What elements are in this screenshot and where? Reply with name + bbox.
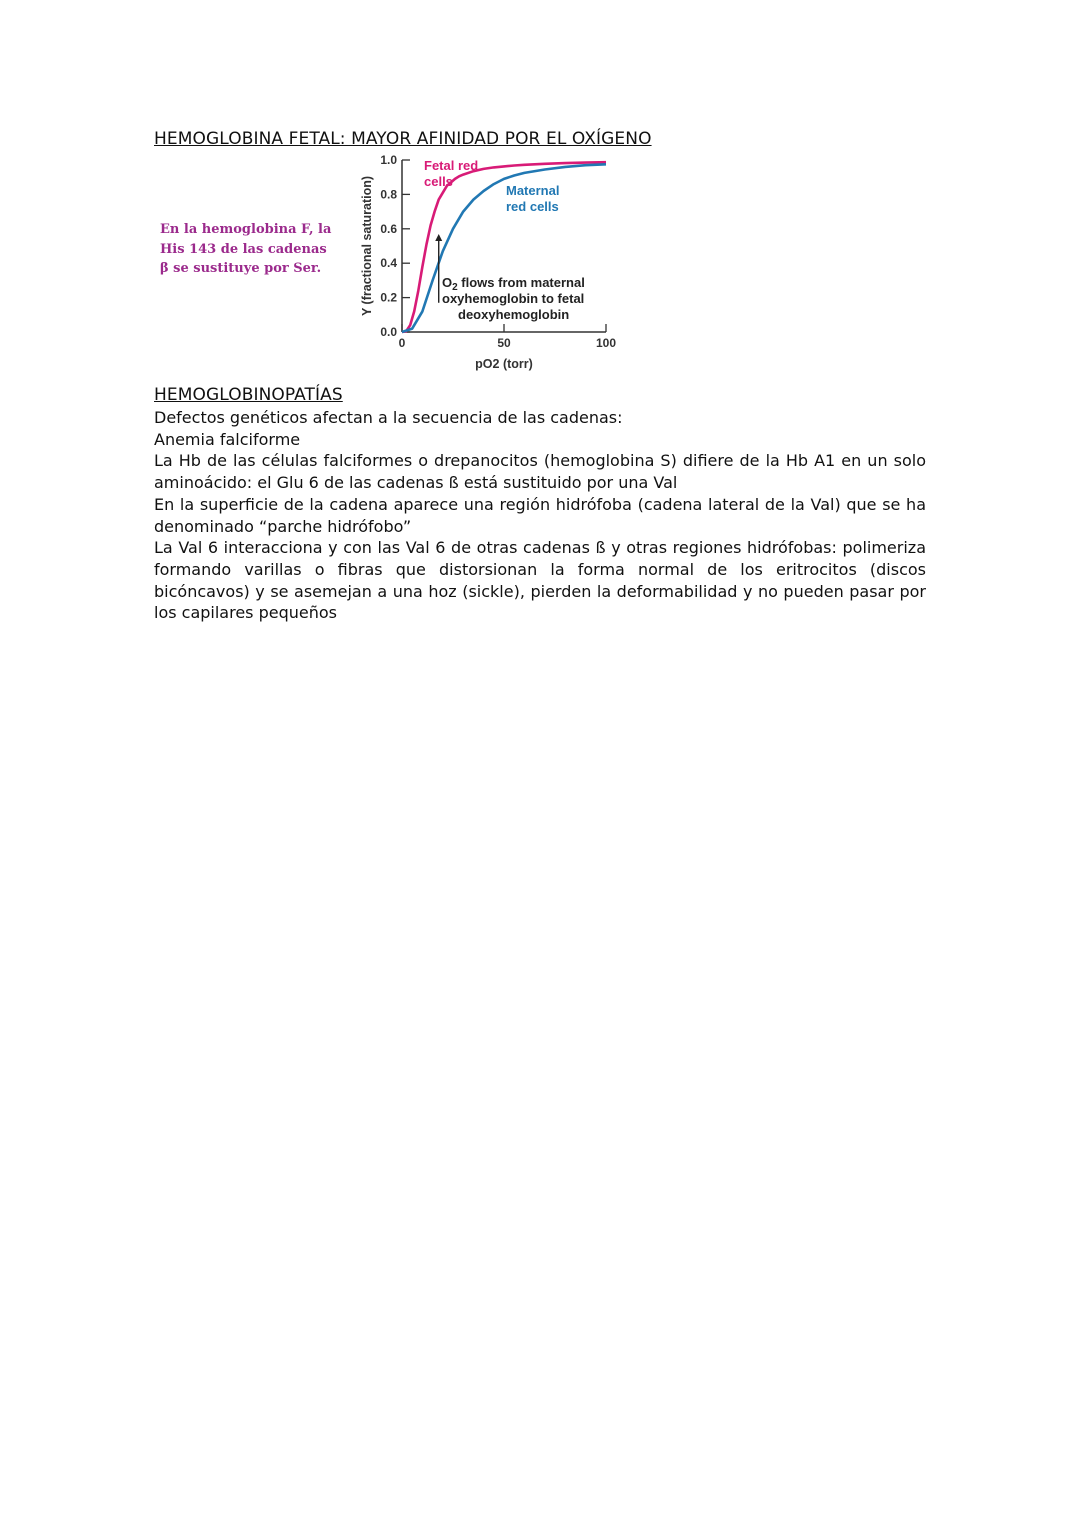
x-tick-label: 0 [398, 336, 406, 350]
y-tick-label: 0.2 [380, 290, 397, 305]
x-tick-label: 100 [595, 336, 617, 350]
y-tick-label: 1.0 [380, 153, 397, 167]
y-tick-label: 0.8 [380, 187, 397, 202]
section-heading-hemoglobinopathies: HEMOGLOBINOPATÍAS [154, 385, 343, 405]
y-tick-label: 0.4 [380, 256, 397, 271]
side-note-line: His 143 de las cadenas [160, 241, 327, 257]
x-tick-label: 50 [497, 336, 511, 350]
paragraph: La Val 6 interacciona y con las Val 6 de otras cadenas ß y otras regiones hidrófobas: polimeriza formando varillas o fibras que distorsionan la forma normal de los eritrocitos (discos bicóncavos) y se asemejan a una hoz (sickle), pierden la deformabilidad y no pueden pasar por los capilares pequeños [154, 538, 926, 623]
flow-annotation: $O_2$ flows from maternal [442, 275, 585, 293]
y-tick-label: 0.0 [380, 325, 397, 339]
side-note [160, 220, 330, 279]
maternal-series-label: Maternal [506, 183, 560, 198]
section-heading-fetal-hemoglobin: HEMOGLOBINA FETAL: MAYOR AFINIDAD POR EL OXÍGENO [154, 129, 652, 149]
flow-annotation: deoxyhemoglobin [458, 307, 570, 322]
paragraph: Anemia falciforme [154, 429, 301, 449]
oxygen-binding-chart [350, 148, 630, 376]
paragraph: En la superficie de la cadena aparece una región hidrófoba (cadena lateral de la Val) que se ha denominado “parche hidrófobo” [154, 494, 926, 536]
flow-annotation: oxyhemoglobin to fetal [442, 291, 585, 306]
x-axis-label: pO2 (torr) [475, 357, 533, 371]
body-text [154, 407, 926, 624]
y-axis-label: Y (fractional saturation) [360, 175, 374, 317]
paragraph: La Hb de las células falciformes o drepanocitos (hemoglobina S) difiere de la Hb A1 en un solo aminoácido: el Glu 6 de las cadenas ß está sustituido por una Val [154, 451, 926, 493]
paragraph: Defectos genéticos afectan a la secuencia de las cadenas: [154, 408, 623, 427]
side-note-line: β se sustituye por Ser. [160, 261, 322, 276]
maternal-series-label: red cells [506, 199, 559, 214]
fetal-series-label: Fetal red [424, 158, 479, 173]
y-tick-label: 0.6 [380, 221, 397, 236]
transfer-arrow-head [435, 234, 442, 241]
side-note-line: En la hemoglobina F, la [160, 222, 332, 237]
fetal-series-label: cells [424, 174, 453, 189]
